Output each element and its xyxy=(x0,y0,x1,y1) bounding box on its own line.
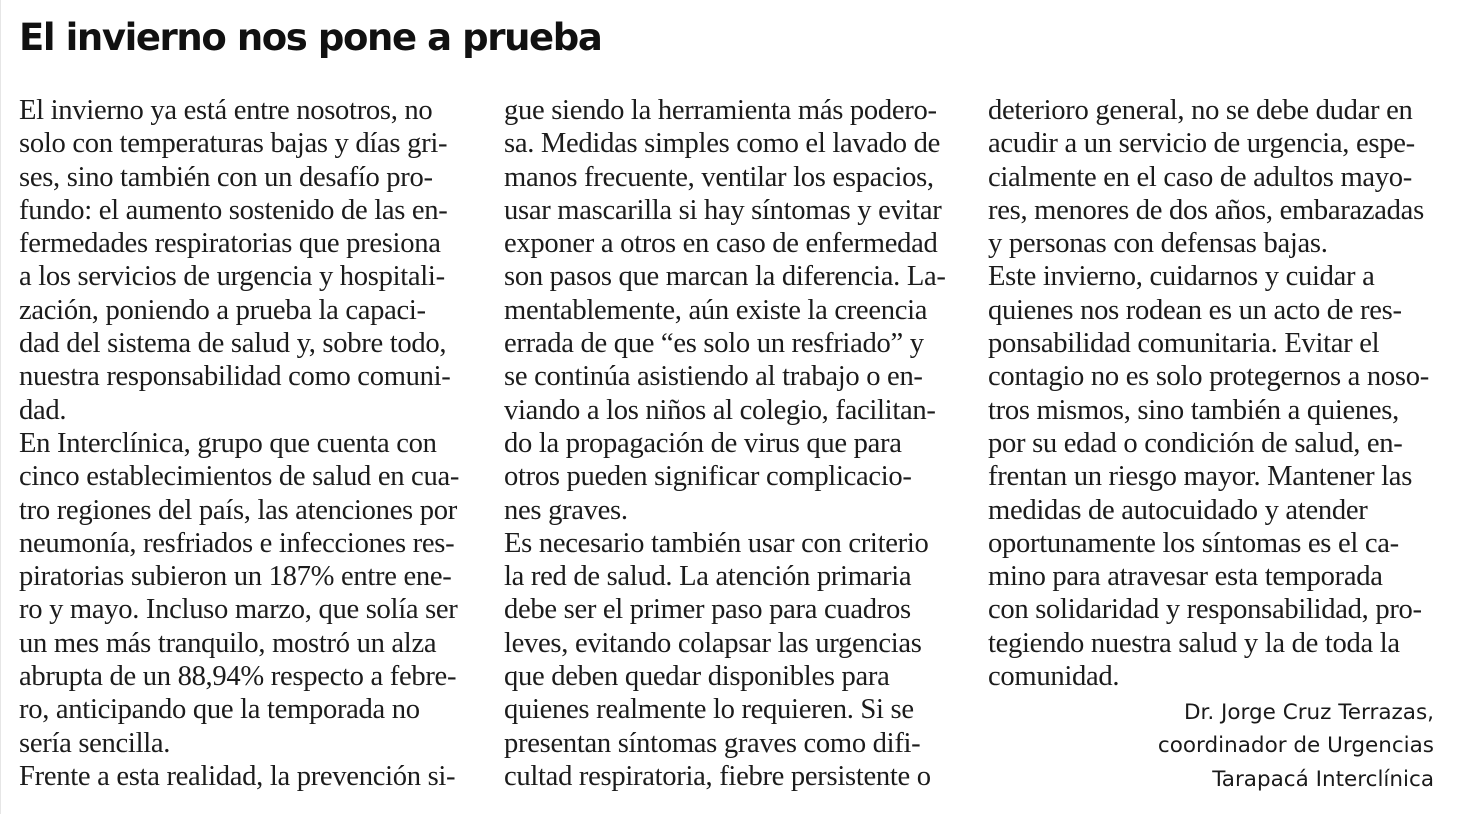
text-line: ro, anticipando que la temporada no xyxy=(19,694,420,726)
author-organization: Tarapacá Interclínica xyxy=(1212,766,1434,792)
text-line: cialmente en el caso de adultos mayo- xyxy=(988,161,1412,193)
text-line: oportunamente los síntomas es el ca- xyxy=(988,527,1399,559)
article-column-3 xyxy=(988,94,1429,693)
text-line: cinco establecimientos de salud en cua- xyxy=(19,461,460,493)
text-line: por su edad o condición de salud, en- xyxy=(988,427,1403,459)
text-line: Es necesario también usar con criterio xyxy=(504,527,929,559)
text-line: acudir a un servicio de urgencia, espe- xyxy=(988,128,1415,160)
text-line: tro regiones del país, las atenciones por xyxy=(19,494,457,526)
text-line: piratorias subieron un 187% entre ene- xyxy=(19,561,452,593)
text-line: fermedades respiratorias que presiona xyxy=(19,228,441,260)
text-line: neumonía, resfriados e infecciones res- xyxy=(19,527,455,559)
text-line: mino para atravesar esta temporada xyxy=(988,561,1383,593)
author-signature xyxy=(1158,696,1434,796)
text-line: tegiendo nuestra salud y la de toda la xyxy=(988,627,1400,659)
text-line: son pasos que marcan la diferencia. La- xyxy=(504,261,946,293)
text-line: sería sencilla. xyxy=(19,727,171,759)
text-line: debe ser el primer paso para cuadros xyxy=(504,594,911,626)
text-line: quienes realmente lo requieren. Si se xyxy=(504,694,914,726)
text-line: nuestra responsabilidad como comuni- xyxy=(19,361,451,393)
text-line: viando a los niños al colegio, facilitan- xyxy=(504,394,936,426)
text-line: gue siendo la herramienta más podero- xyxy=(504,95,937,126)
text-line: presentan síntomas graves como difi- xyxy=(504,727,921,759)
text-line: zación, poniendo a prueba la capaci- xyxy=(19,294,426,326)
text-line: ro y mayo. Incluso marzo, que solía ser xyxy=(19,594,458,626)
text-line: res, menores de dos años, embarazadas xyxy=(988,194,1424,226)
text-line: En Interclínica, grupo que cuenta con xyxy=(19,427,437,459)
article-column-1 xyxy=(19,94,459,793)
text-line: tros mismos, sino también a quienes, xyxy=(988,394,1399,426)
text-line: contagio no es solo protegernos a noso- xyxy=(988,361,1429,393)
text-line: abrupta de un 88,94% respecto a febre- xyxy=(19,661,457,693)
text-line: deterioro general, no se debe dudar en xyxy=(988,95,1413,126)
text-line: fundo: el aumento sostenido de las en- xyxy=(19,194,448,226)
text-line: errada de que “es solo un resfriado” y xyxy=(504,328,924,360)
author-role: coordinador de Urgencias xyxy=(1157,733,1434,759)
text-line: quienes nos rodean es un acto de res- xyxy=(988,294,1402,326)
text-line: dad del sistema de salud y, sobre todo, xyxy=(19,328,447,360)
text-line: ponsabilidad comunitaria. Evitar el xyxy=(988,328,1380,360)
text-line: nes graves. xyxy=(504,494,628,526)
text-line: manos frecuente, ventilar los espacios, xyxy=(504,161,934,193)
text-line: y personas con defensas bajas. xyxy=(988,228,1328,260)
text-line: comunidad. xyxy=(988,661,1120,693)
text-line: Este invierno, cuidarnos y cuidar a xyxy=(988,261,1375,293)
text-line: la red de salud. La atención primaria xyxy=(504,561,912,593)
text-line: a los servicios de urgencia y hospitali- xyxy=(19,261,445,293)
text-line: se continúa asistiendo al trabajo o en- xyxy=(504,361,923,393)
text-line: leves, evitando colapsar las urgencias xyxy=(504,627,922,659)
text-line: sa. Medidas simples como el lavado de xyxy=(504,128,940,160)
text-line: ses, sino también con un desafío pro- xyxy=(19,161,433,193)
text-line: con solidaridad y responsabilidad, pro- xyxy=(988,594,1422,626)
text-line: usar mascarilla si hay síntomas y evitar xyxy=(504,194,942,226)
text-line: medidas de autocuidado y atender xyxy=(988,494,1368,526)
article-column-2 xyxy=(504,94,946,793)
text-line: solo con temperaturas bajas y días gri- xyxy=(19,128,448,160)
text-line: un mes más tranquilo, mostró un alza xyxy=(19,627,437,659)
author-name: Dr. Jorge Cruz Terrazas, xyxy=(1183,700,1434,725)
text-line: El invierno ya está entre nosotros, no xyxy=(19,95,433,126)
text-line: do la propagación de virus que para xyxy=(504,427,902,459)
article-title: El invierno nos pone a prueba xyxy=(19,16,602,59)
text-line: exponer a otros en caso de enfermedad xyxy=(504,228,938,260)
text-line: cultad respiratoria, fiebre persistente o xyxy=(504,760,931,792)
text-line: otros pueden significar complicacio- xyxy=(504,461,912,493)
text-line: frentan un riesgo mayor. Mantener las xyxy=(988,461,1413,493)
text-line: dad. xyxy=(19,394,67,426)
text-line: Frente a esta realidad, la prevención si- xyxy=(19,760,456,792)
text-line: que deben quedar disponibles para xyxy=(504,661,890,693)
text-line: mentablemente, aún existe la creencia xyxy=(504,294,928,326)
